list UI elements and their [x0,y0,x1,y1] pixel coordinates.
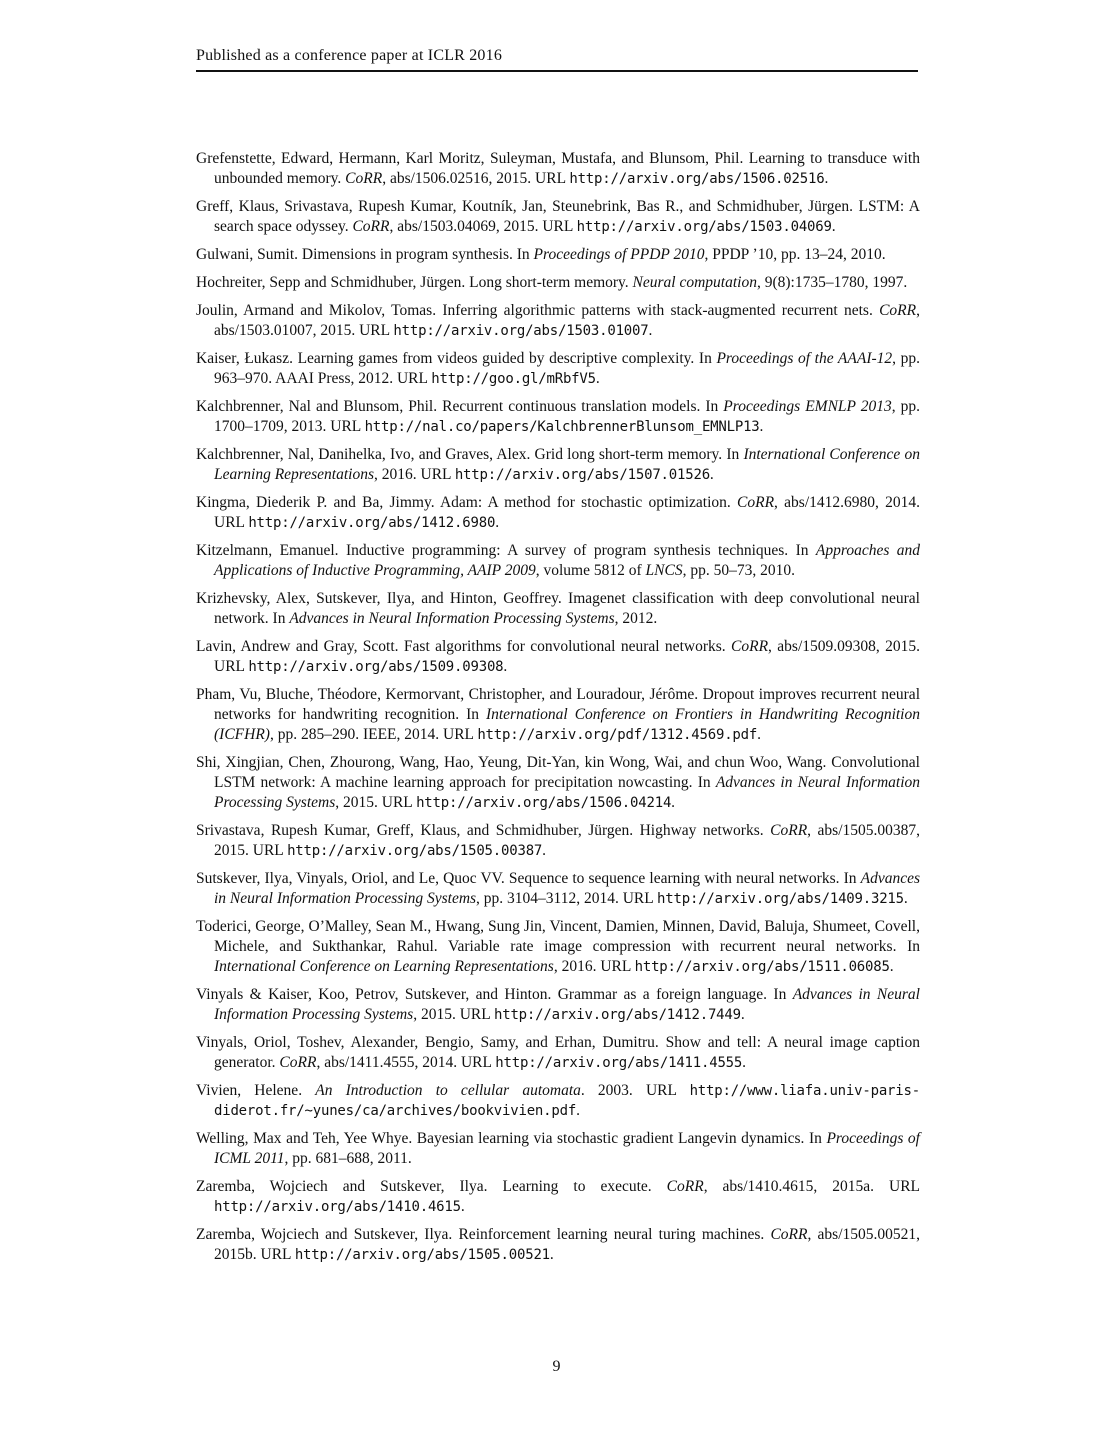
reference-text: Kalchbrenner, Nal, Danihelka, Ivo, and Graves, Alex. Grid long short-term memory. In [196,446,744,463]
reference-entry [196,397,920,437]
url-link[interactable]: http://arxiv.org/abs/1509.09308 [248,659,504,675]
header-rule [196,70,918,72]
reference-entry [196,349,920,389]
reference-text: Vinyals & Kaiser, Koo, Petrov, Sutskever, and Hinton. Grammar as a foreign language. In [196,986,793,1003]
reference-text: Grefenstette, Edward, Hermann, Karl Moritz, Suleyman, Mustafa, and Blunsom, Phil. Learning to transduce with unbounded memory. [196,150,920,187]
reference-entry [196,1129,920,1169]
reference-venue-title: Proceedings of ICML 2011 [214,1130,920,1167]
reference-entry [196,917,920,977]
reference-text: , abs/1503.04069, 2015. URL [389,218,577,235]
reference-venue-title: Proceedings of the AAAI-12 [716,350,893,367]
reference-entry [196,1033,920,1073]
reference-text: . [740,1006,745,1023]
reference-text: Zaremba, Wojciech and Sutskever, Ilya. Learning to execute. [196,1178,667,1195]
reference-text: , abs/1412.6980, 2014. URL [214,494,921,531]
reference-text: . [759,418,764,435]
reference-text: . [460,1198,465,1215]
url-link[interactable]: http://arxiv.org/abs/1505.00521 [294,1247,550,1263]
reference-text: . [549,1246,554,1263]
reference-entry [196,1081,920,1121]
reference-text: , pp. 963–970. AAAI Press, 2012. URL [214,350,921,387]
url-link[interactable]: http://arxiv.org/abs/1409.3215 [657,891,904,907]
reference-venue-title: Advances in Neural Information Processing Systems [214,870,920,907]
reference-entry [196,493,920,533]
reference-text: . [503,658,508,675]
reference-text: Gulwani, Sumit. Dimensions in program synthesis. In [196,246,534,263]
reference-venue-title: CoRR [666,1178,704,1195]
reference-text: Krizhevsky, Alex, Sutskever, Ilya, and Hinton, Geoffrey. Imagenet classification with deep convolutional neural network. In [196,590,920,627]
reference-venue-title: CoRR [770,822,808,839]
reference-venue-title: CoRR [770,1226,808,1243]
reference-text: . [831,218,836,235]
reference-venue-title: Advances in Neural Information Processing Systems [214,774,920,811]
reference-text: . [671,794,676,811]
reference-venue-title: International Conference on Learning Representations [214,446,920,483]
url-link[interactable]: http://arxiv.org/abs/1412.6980 [248,515,496,531]
reference-entry [196,273,920,293]
reference-text: . [595,370,600,387]
reference-text: . [889,958,894,975]
reference-text: , abs/1503.01007, 2015. URL [214,302,920,339]
reference-text: , PPDP ’10, pp. 13–24, 2010. [704,246,886,263]
reference-venue-title: LNCS [645,562,683,579]
reference-text: , 2015. URL [413,1006,494,1023]
reference-venue-title: International Conference on Frontiers in Handwriting Recognition (ICFHR) [214,706,920,743]
reference-text: . 2003. URL [580,1082,690,1099]
reference-text: Kalchbrenner, Nal and Blunsom, Phil. Recurrent continuous translation models. In [196,398,724,415]
reference-venue-title: CoRR [352,218,390,235]
reference-text: Zaremba, Wojciech and Sutskever, Ilya. Reinforcement learning neural turing machines. [196,1226,771,1243]
reference-text: , volume 5812 of [535,562,646,579]
reference-text: , 2012. [614,610,658,627]
url-link[interactable]: http://arxiv.org/abs/1506.04214 [416,795,672,811]
reference-entry [196,985,920,1025]
reference-text: , abs/1506.02516, 2015. URL [382,170,570,187]
reference-text: , pp. 3104–3112, 2014. URL [476,890,658,907]
reference-text: Vinyals, Oriol, Toshev, Alexander, Bengio, Samy, and Erhan, Dumitru. Show and tell: A neural image caption generator. [196,1034,920,1071]
reference-venue-title: Advances in Neural Information Processing Systems [289,610,615,627]
reference-text: Joulin, Armand and Mikolov, Tomas. Inferring algorithmic patterns with stack-augmented recurrent nets. [196,302,880,319]
reference-text: , abs/1505.00387, 2015. URL [214,822,921,859]
references-list [196,149,920,1273]
reference-venue-title: CoRR [879,302,917,319]
reference-venue-title: International Conference on Learning Representations [214,958,554,975]
url-link[interactable]: http://goo.gl/mRbfV5 [431,371,596,387]
reference-entry [196,1177,920,1217]
reference-text: . [576,1102,580,1119]
url-link[interactable]: http://arxiv.org/abs/1503.04069 [576,219,832,235]
reference-text: Kingma, Diederik P. and Ba, Jimmy. Adam: A method for stochastic optimization. [196,494,738,511]
reference-text: Welling, Max and Teh, Yee Whye. Bayesian learning via stochastic gradient Langevin dynamics. In [196,1130,827,1147]
reference-text: Toderici, George, O’Malley, Sean M., Hwang, Sung Jin, Vincent, Damien, Minnen, David, Baluja, Shumeet, Covell, Michele, and Sukthankar, Rahul. Variable rate image compression with recurrent neural networks. In [196,918,920,955]
reference-venue-title: Approaches and Applications of Inductive Programming, AAIP 2009 [214,542,921,579]
url-link[interactable]: http://arxiv.org/abs/1410.4615 [214,1199,461,1215]
reference-text: Pham, Vu, Bluche, Théodore, Kermorvant, Christopher, and Louradour, Jérôme. Dropout improves recurrent neural networks for handwriting recognition. In [196,686,920,723]
reference-text: , pp. 50–73, 2010. [682,562,795,579]
reference-text: . [542,842,547,859]
reference-text: . [742,1054,747,1071]
reference-entry [196,589,920,629]
reference-text: Lavin, Andrew and Gray, Scott. Fast algorithms for convolutional neural networks. [196,638,732,655]
url-link[interactable]: http://arxiv.org/abs/1506.02516 [569,171,825,187]
reference-text: Kitzelmann, Emanuel. Inductive programming: A survey of program synthesis techniques. In [196,542,816,559]
reference-venue-title: Neural computation [632,274,757,291]
reference-entry [196,245,920,265]
reference-venue-title: CoRR [345,170,383,187]
url-link[interactable]: http://nal.co/papers/KalchbrennerBlunsom_EMNLP13 [364,419,760,435]
reference-text: , 2015. URL [335,794,417,811]
reference-venue-title: Proceedings of PPDP 2010 [533,246,705,263]
reference-venue-title: Proceedings EMNLP 2013 [723,398,892,415]
url-link[interactable]: http://arxiv.org/pdf/1312.4569.pdf [477,727,758,743]
reference-text: . [495,514,500,531]
reference-text: , abs/1410.4615, 2015a. URL [703,1178,920,1195]
reference-venue-title: CoRR [731,638,769,655]
reference-text: Hochreiter, Sepp and Schmidhuber, Jürgen. Long short-term memory. [196,274,633,291]
reference-entry [196,685,920,745]
reference-venue-title: CoRR [737,494,775,511]
reference-entry [196,149,920,189]
url-link[interactable]: http://www.liafa.univ-paris-diderot.fr/~yunes/ca/archives/bookvivien.pdf [214,1083,920,1119]
reference-text: . [824,170,829,187]
reference-text: Kaiser, Łukasz. Learning games from videos guided by descriptive complexity. In [196,350,717,367]
reference-text: Shi, Xingjian, Chen, Zhourong, Wang, Hao, Yeung, Dit-Yan, kin Wong, Wai, and chun Woo, Wang. Convolutional LSTM network: A machine learning approach for precipitation nowcasting. In [196,754,920,791]
reference-entry [196,1225,920,1265]
reference-text: . [648,322,653,339]
page-number: 9 [552,1358,561,1375]
reference-venue-title: An Introduction to cellular automata [315,1082,581,1099]
reference-text: , pp. 1700–1709, 2013. URL [214,398,920,435]
reference-text: , abs/1411.4555, 2014. URL [316,1054,496,1071]
reference-text: . [757,726,761,743]
reference-entry [196,869,920,909]
reference-entry [196,753,920,813]
reference-text: , 2016. URL [374,466,455,483]
reference-venue-title: CoRR [279,1054,317,1071]
reference-text: . [709,466,714,483]
reference-text: , 2016. URL [553,958,635,975]
url-link[interactable]: http://arxiv.org/abs/1411.4555 [495,1055,743,1071]
reference-text: Srivastava, Rupesh Kumar, Greff, Klaus, and Schmidhuber, Jürgen. Highway networks. [196,822,771,839]
url-link[interactable]: http://arxiv.org/abs/1507.01526 [454,467,710,483]
reference-venue-title: Advances in Neural Information Processing Systems [214,986,920,1023]
reference-text: Sutskever, Ilya, Vinyals, Oriol, and Le, Quoc VV. Sequence to sequence learning with neural networks. In [196,870,861,887]
reference-text: . [903,890,908,907]
reference-text: , 9(8):1735–1780, 1997. [756,274,908,291]
reference-text: , abs/1505.00521, 2015b. URL [214,1226,920,1263]
reference-entry [196,821,920,861]
reference-text: , abs/1509.09308, 2015. URL [214,638,921,675]
url-link[interactable]: http://arxiv.org/abs/1511.06085 [634,959,890,975]
running-header: Published as a conference paper at ICLR 2016 [196,47,503,64]
url-link[interactable]: http://arxiv.org/abs/1412.7449 [494,1007,741,1023]
reference-entry [196,301,920,341]
reference-text: Greff, Klaus, Srivastava, Rupesh Kumar, Koutník, Jan, Steunebrink, Bas R., and Schmidhuber, Jürgen. LSTM: A search space odyssey. [196,198,920,235]
reference-entry [196,445,920,485]
reference-text: , pp. 681–688, 2011. [284,1150,412,1167]
reference-text: Vivien, Helene. [196,1082,316,1099]
reference-entry [196,197,920,237]
url-link[interactable]: http://arxiv.org/abs/1505.00387 [287,843,543,859]
url-link[interactable]: http://arxiv.org/abs/1503.01007 [393,323,649,339]
reference-entry [196,637,920,677]
reference-entry [196,541,920,581]
reference-text: , pp. 285–290. IEEE, 2014. URL [269,726,478,743]
